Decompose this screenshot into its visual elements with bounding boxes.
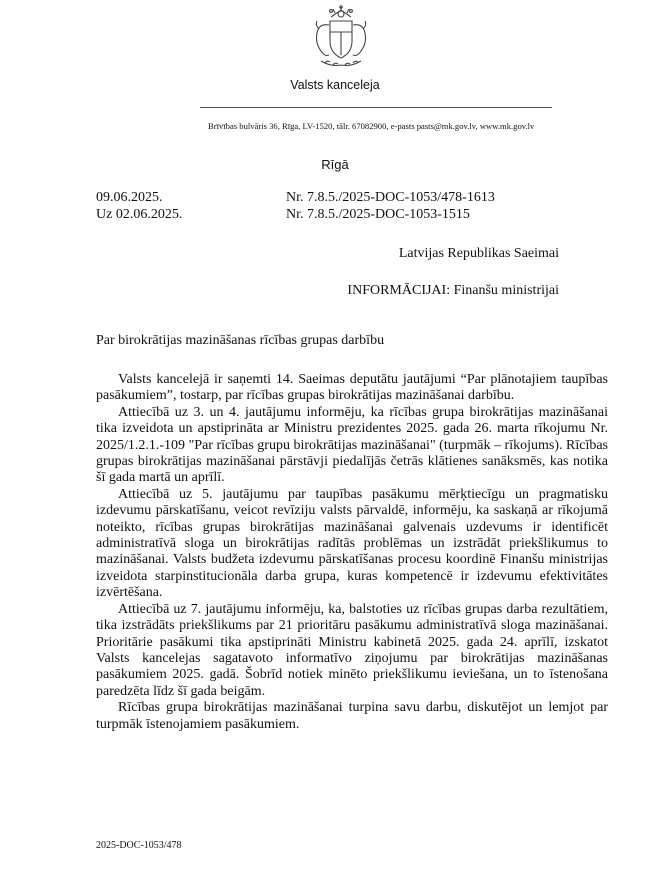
contact-line: Brīvības bulvāris 36, Rīga, LV-1520, tālr. 67082900, e-pasts pasts@mk.gov.lv, www.mk.gov.lv <box>208 121 535 131</box>
body-paragraph: Attiecībā uz 7. jautājumu informēju, ka, balstoties uz rīcības grupas darba rezultātiem, tika izstrādāts priekšlikums par 21 prioritāru pasākumu administratīvā sloga mazināšanai. Prioritārie pasākumi tika apstiprināti Ministru kabinetā 2025. gada 24. aprīlī, izskatot Valsts kancelejas sagatavoto informatīvo ziņojumu par birokrātijas mazināšanas pasākumiem 2025. gadā. Šobrīd notiek minēto priekšlikumu ieviešana, un to īstenošana paredzēta līdz šī gada beigām. <box>96 601 608 699</box>
header-divider <box>200 107 552 108</box>
document-date: 09.06.2025. <box>96 190 163 205</box>
document-number: Nr. 7.8.5./2025-DOC-1053/478-1613 <box>286 190 495 205</box>
organization-name: Valsts kanceleja <box>290 78 380 92</box>
footer-doc-id: 2025-DOC-1053/478 <box>96 840 182 851</box>
subject-line: Par birokrātijas mazināšanas rīcības grupas darbību <box>96 333 385 348</box>
info-recipient: INFORMĀCIJAI: Finanšu ministrijai <box>347 283 559 298</box>
body-paragraph: Attiecībā uz 3. un 4. jautājumu informēju, ka rīcības grupa birokrātijas mazināšanai tika izveidota un apstiprināta ar Ministru prezidentes 2025. gada 26. marta rīkojumu Nr. 2025/1.2.1.-109 "Par rīcības grupu birokrātijas mazināšanai" (turpmāk – rīkojums). Rīcības grupas birokrātijas mazināšanai pārstāvji piedalījās četrās klātienes sanāksmēs, kas notika šī gada martā un aprīlī. <box>96 404 608 486</box>
city: Rīgā <box>321 157 349 172</box>
recipient: Latvijas Republikas Saeimai <box>398 246 559 261</box>
reply-to-date: Uz 02.06.2025. <box>96 207 183 222</box>
letter-body <box>96 372 608 733</box>
body-paragraph: Attiecībā uz 5. jautājumu par taupības pasākumu mērķtiecīgu un pragmatisku izdevumu pārskatīšanu, veicot revīziju valsts pārvaldē, informēju, ka saskaņā ar rīkojumā noteikto, rīcības grupas birokrātijas mazināšanai galvenais uzdevums ir identificēt administratīvā sloga un birokrātijas radītās problēmas un izstrādāt priekšlikumus to mazināšanai. Valsts budžeta izdevumu pārskatīšanas procesu koordinē Finanšu ministrijas izveidota starpinstitucionāla darba grupa, kuras kompetencē ir izdevumu efektivitātes izvērtēšana. <box>96 486 608 601</box>
reply-to-number: Nr. 7.8.5./2025-DOC-1053-1515 <box>286 207 470 222</box>
coat-of-arms-logo <box>309 5 373 71</box>
body-paragraph: Valsts kancelejā ir saņemti 14. Saeimas deputātu jautājumi “Par plānotajiem taupības pasākumiem”, tostarp, par rīcības grupas birokrātijas mazināšanai darbību. <box>96 372 608 404</box>
body-paragraph: Rīcības grupa birokrātijas mazināšanai turpina savu darbu, diskutējot un lemjot par turpmāk īstenojamiem pasākumiem. <box>96 700 608 732</box>
